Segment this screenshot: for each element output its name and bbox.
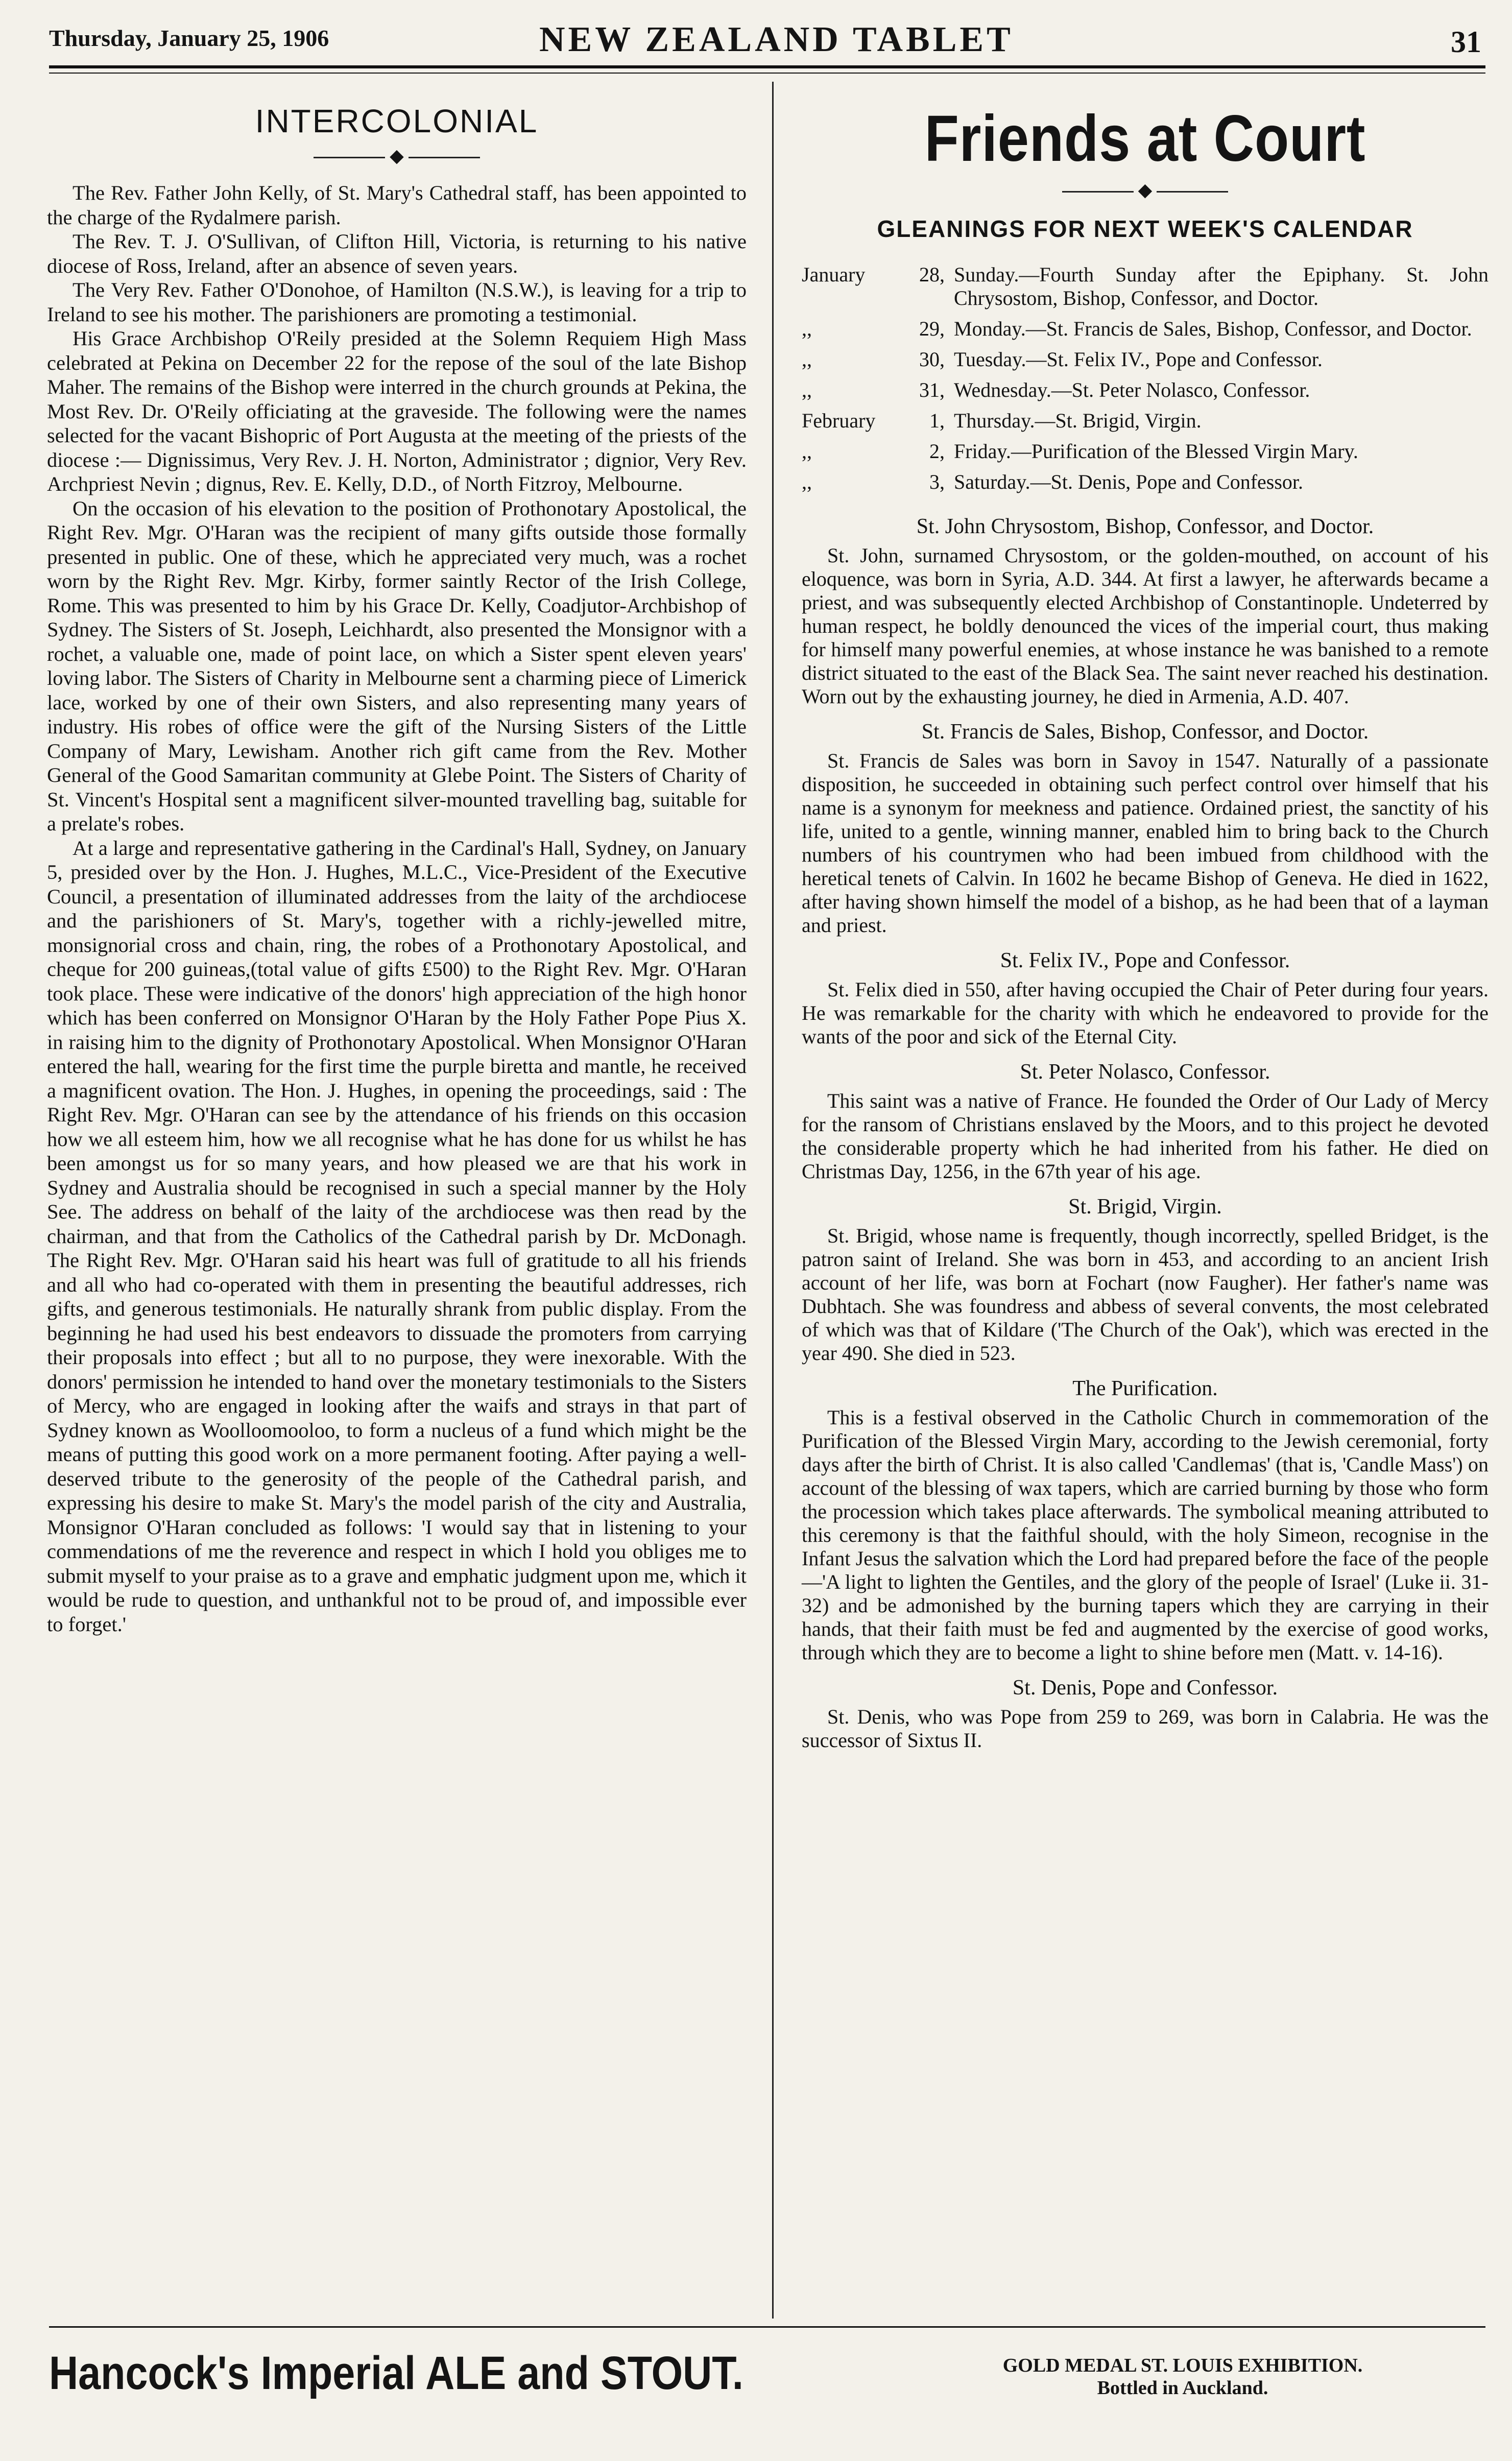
news-item-osullivan: The Rev. T. J. O'Sullivan, of Clifton Hill, Victoria, is returning to his native diocese of Ross, Ireland, after an absence of seven years. <box>47 230 747 277</box>
calendar-row <box>802 409 1489 433</box>
header-rule <box>49 65 1485 68</box>
news-item-odonohoe: The Very Rev. Father O'Donohoe, of Hamilton (N.S.W.), is leaving for a trip to Ireland to see his mother. The parishioners are promoting a testimonial. <box>47 278 747 326</box>
entry-body-brigid: St. Brigid, whose name is frequently, though incorrectly, spelled Bridget, is the patron saint of Ireland. She was born in 453, and according to an ancient Irish account of her life, was born at Fochart (now Faugher). Her father's name was Dubhtach. She was foundress and abbess of several convents, the most celebrated of which was that of Kildare ('The Church of the Oak'), which was erected in the year 490. She died in 523. <box>802 1224 1489 1365</box>
entry-body-peter-nolasco: This saint was a native of France. He founded the Order of Our Lady of Mercy for the ransom of Christians enslaved by the Moors, and to this project he devoted the considerable property which he had inherited from his father. He died on Christmas Day, 1256, in the 67th year of his age. <box>802 1089 1489 1183</box>
calendar-day: 29, <box>919 317 945 340</box>
calendar-month: February <box>802 409 876 432</box>
ornament-line-left <box>1062 191 1134 193</box>
bottled-line: Bottled in Auckland. <box>1097 2377 1268 2399</box>
ornament-divider <box>802 179 1489 201</box>
calendar-month: ,, <box>802 440 812 463</box>
entry-heading-brigid: St. Brigid, Virgin. <box>1068 1195 1222 1218</box>
header-rule-thin <box>49 73 1485 74</box>
calendar-row <box>802 378 1489 402</box>
intercolonial-column <box>47 97 747 1636</box>
entry-body-francis-de-sales: St. Francis de Sales was born in Savoy in 1547. Naturally of a passionate disposition, he succeeded in obtaining such perfect control over himself that his name is a synonym for meekness and patience. Ordained priest, the sanctity of his life, united to a gentle, winning manner, enabled him to bring back to the Church numbers of his countrymen who had been imbued from childhood with the heretical tenets of Calvin. In 1602 he became Bishop of Geneva. He died in 1622, after having shown himself the model of a bishop, as he had been that of a layman and priest. <box>802 749 1489 937</box>
page-header <box>49 9 1485 76</box>
entry-body-chrysostom: St. John, surnamed Chrysostom, or the golden-mouthed, on account of his eloquence, was born in Syria, A.D. 344. At first a lawyer, he afterwards became a priest, and was subsequently elected Archbishop of Constantinople. Undeterred by human respect, he boldly denounced the vices of the imperial court, thus making for himself many powerful enemies, at whose instance he was banished to a remote district situated to the east of the Black Sea. The saint never reached his destination. Worn out by the exhausting journey, he died in Armenia, A.D. 407. <box>802 544 1489 708</box>
calendar-text: Monday.—St. Francis de Sales, Bishop, Confessor, and Doctor. <box>954 317 1472 340</box>
page-number: 31 <box>1451 25 1481 59</box>
calendar-month: ,, <box>802 470 812 493</box>
calendar-day: 2, <box>929 440 945 463</box>
footer-rule <box>49 2326 1485 2328</box>
news-item-gifts: On the occasion of his elevation to the position of Prothonotary Apostolical, the Right Rev. Mgr. O'Haran was the recipient of many gifts outside those formally presented in public. One of these, which he appreciated very much, was a rochet worn by the Right Rev. Mgr. Kirby, former saintly Rector of the Irish College, Rome. This was presented to him by his Grace Dr. Kelly, Coadjutor-Archbishop of Sydney. The Sisters of St. Joseph, Leichhardt, also presented the Monsignor with a rochet, a valuable one, made of point lace, on which a Sister spent eleven years' loving labor. The Sisters of Charity in Melbourne sent a charming piece of Limerick lace, worked by one of their own Sisters, and also representing many years of industry. His robes of office were the gift of the Nursing Sisters of the Little Company of Mary, Lewisham. Another rich gift came from the Rev. Mother General of the Good Samaritan community at Glebe Point. The Sisters of Charity of St. Vincent's Hospital sent a magnificent silver-mounted travelling bag, suitable for a prelate's robes. <box>47 496 747 835</box>
calendar-month: ,, <box>802 348 812 371</box>
calendar-month: ,, <box>802 378 812 401</box>
entry-heading-francis-de-sales: St. Francis de Sales, Bishop, Confessor, and Doctor. <box>921 720 1369 744</box>
newspaper-title: NEW ZEALAND TABLET <box>539 20 1014 59</box>
advertisement-hancocks: Hancock's Imperial ALE and STOUT. <box>49 2347 743 2399</box>
entry-heading-denis: St. Denis, Pope and Confessor. <box>1012 1676 1278 1700</box>
entry-heading-purification: The Purification. <box>1072 1377 1218 1400</box>
calendar-row <box>802 440 1489 463</box>
entry-heading-chrysostom: St. John Chrysostom, Bishop, Confessor, and Doctor. <box>916 515 1374 538</box>
page-footer <box>49 2326 1485 2418</box>
calendar-day: 1, <box>929 409 945 432</box>
calendar-row <box>802 317 1489 341</box>
ornament-divider <box>47 145 747 166</box>
entry-heading-peter-nolasco: St. Peter Nolasco, Confessor. <box>1020 1060 1270 1084</box>
ornament-line-right <box>409 157 480 158</box>
ornament-line-right <box>1157 191 1228 193</box>
entry-body-purification: This is a festival observed in the Catholic Church in commemoration of the Purification of the Blessed Virgin Mary, according to the Jewish ceremonial, forty days after the birth of Christ. It is also called 'Candlemas' (that is, 'Candle Mass') on account of the blessing of wax tapers, which are carried burning by those who form the procession which takes place afterwards. The symbolical meaning attributed to this ceremony is that the faithful should, with the holy Simeon, recognise in the Infant Jesus the salvation which the Lord had prepared before the face of the people—'A light to lighten the Gentiles, and the glory of the people of Israel' (Luke ii. 31-32) and be admonished by the burning tapers which they are carrying in their hands, that their faith must be fed and augmented by the exercise of good works, through which they are to become a light to shine before men (Matt. v. 14-16). <box>802 1406 1489 1664</box>
calendar-day: 3, <box>929 470 945 493</box>
calendar-list <box>802 263 1489 494</box>
entry-heading-felix: St. Felix IV., Pope and Confessor. <box>1000 949 1290 972</box>
issue-date: Thursday, January 25, 1906 <box>49 25 329 51</box>
news-item-requiem: His Grace Archbishop O'Reily presided at the Solemn Requiem High Mass celebrated at Pekina on December 22 for the repose of the soul of the late Bishop Maher. The remains of the Bishop were interred in the church grounds at Pekina, the Most Rev. Dr. O'Reily officiating at the graveside. The following were the names selected for the vacant Bishopric of Port Augusta at the meeting of the priests of the diocese :— Dignissimus, Very Rev. J. H. Norton, Administrator ; dignior, Very Rev. Archpriest Nevin ; dignus, Rev. E. Kelly, D.D., of North Fitzroy, Melbourne. <box>47 327 747 495</box>
calendar-text: Tuesday.—St. Felix IV., Pope and Confessor. <box>954 348 1323 371</box>
calendar-day: 30, <box>919 348 945 371</box>
ornament-line-left <box>314 157 385 158</box>
calendar-day: 31, <box>919 378 945 401</box>
news-item-presentation: At a large and representative gathering in the Cardinal's Hall, Sydney, on January 5, presided over by the Hon. J. Hughes, M.L.C., Vice-President of the Executive Council, a presentation of illuminated addresses from the laity of the archdiocese and the parishioners of St. Mary's, together with a richly-jewelled mitre, monsignorial cross and chain, ring, the robes of a Prothonotary Apostolical, and cheque for 200 guineas,(total value of gifts £500) to the Right Rev. Mgr. O'Haran took place. These were indicative of the donors' high appreciation of the high honor which has been conferred on Monsignor O'Haran by the Holy Father Pope Pius X. in raising him to the dignity of Prothonotary Apostolical. When Monsignor O'Haran entered the hall, wearing for the first time the purple biretta and mantle, he received a magnificent ovation. The Hon. J. Hughes, in opening the proceedings, said : The Right Rev. Mgr. O'Haran can see by the attendance of his friends on this occasion how we all esteem him, how we all recognise what he has done for us whilst he has been amongst us for so many years, and how pleased we are that his work in Sydney and Australia should be recognised in such a special manner by the Holy See. The address on behalf of the laity of the archdiocese was then read by the chairman, and that from the Catholics of the Cathedral parish by Dr. McDonagh. The Right Rev. Mgr. O'Haran said his heart was full of gratitude to all his friends and all who had co-operated with them in presenting the beautiful addresses, rich gifts, and generous testimonials. He naturally shrank from public display. From the beginning he had used his best endeavors to dissuade the promoters from carrying their proposals into effect ; but all to no purpose, they were inexorable. With the donors' permission he intended to hand over the monetary testimonials to the Sisters of Mercy, who are engaged in looking after the waifs and strays in that part of Sydney known as Woolloomooloo, to form a nucleus of a fund which might be the means of putting this good work on a more permanent footing. After paying a well-deserved tribute to the generosity of the people of the Cathedral parish, and expressing his desire to make St. Mary's the model parish of the city and Australia, Monsignor O'Haran concluded as follows: 'I would say that in listening to your commendations of me the reverence and respect in which I hold you obliges me to submit myself to your praise as to a grave and emphatic judgment upon me, which it would be rude to question, and unthankful not to be proud of, and impossible ever to forget.' <box>47 836 747 1636</box>
calendar-month: ,, <box>802 317 812 340</box>
award-line: GOLD MEDAL ST. LOUIS EXHIBITION. <box>1002 2355 1363 2376</box>
calendar-row <box>802 470 1489 494</box>
section-title-intercolonial: INTERCOLONIAL <box>255 103 539 139</box>
calendar-day: 28, <box>919 263 945 286</box>
calendar-text: Saturday.—St. Denis, Pope and Confessor. <box>954 470 1304 493</box>
news-item-kelly: The Rev. Father John Kelly, of St. Mary's Cathedral staff, has been appointed to the charge of the Rydalmere parish. <box>47 181 747 229</box>
friends-at-court-column <box>802 97 1489 1752</box>
award-notice <box>927 2354 1438 2399</box>
calendar-text: Sunday.—Fourth Sunday after the Epiphany. St. John Chrysostom, Bishop, Confessor, and Doctor. <box>954 263 1489 309</box>
section-title-friends-at-court: Friends at Court <box>924 102 1366 175</box>
entry-body-felix: St. Felix died in 550, after having occupied the Chair of Peter during four years. He was remarkable for the charity with which he endeavored to provide for the wants of the poor and sick of the Eternal City. <box>802 978 1489 1048</box>
entry-body-denis: St. Denis, who was Pope from 259 to 269, was born in Calabria. He was the successor of Sixtus II. <box>802 1705 1489 1752</box>
diamond-icon: ◆ <box>390 146 404 166</box>
calendar-text: Friday.—Purification of the Blessed Virgin Mary. <box>954 440 1358 463</box>
column-divider <box>772 82 774 2319</box>
calendar-text: Thursday.—St. Brigid, Virgin. <box>954 409 1202 432</box>
calendar-row <box>802 263 1489 310</box>
diamond-icon: ◆ <box>1138 180 1153 200</box>
calendar-subtitle: GLEANINGS FOR NEXT WEEK'S CALENDAR <box>877 216 1413 242</box>
calendar-row <box>802 348 1489 371</box>
calendar-month: January <box>802 263 866 286</box>
calendar-text: Wednesday.—St. Peter Nolasco, Confessor. <box>954 378 1310 401</box>
